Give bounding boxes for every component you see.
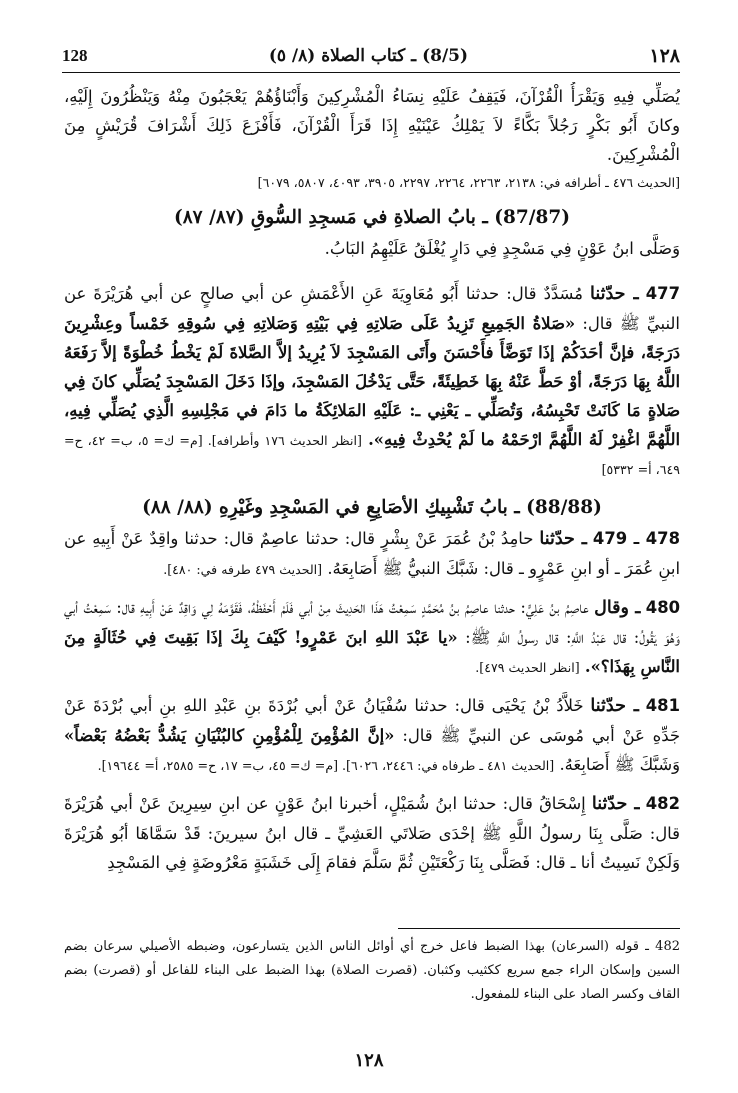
hadith-reference: [انظر الحديث ٤٧٩].: [475, 660, 580, 675]
intro-paragraph: [64, 82, 680, 169]
footnote: 482 ـ قوله (السرعان) بهذا الضبط فاعل خرج أي أوائل الناس الذين يتسارعون، وضبطه الأصيلي سرعان بضم السين وإسكان الراء جمع سريع ككثيب وكثبان. (قصرت الصلاة) بهذا الضبط على البناء للفاعل أو (قصرت) بضم القاف وكسر الصاد على البناء للمفعول.: [64, 939, 680, 1002]
hadith-number: 482: [645, 794, 680, 813]
hadith-reference: [انظر الحديث ١٧٦ وأطرافه]. [م= ك= ٥، ب= ٤٢، ح= ٦٤٩، أ= ٥٣٣٢]: [64, 433, 680, 477]
footnote-separator: [398, 928, 680, 929]
hadith-matn: «إنَّ المُؤْمِنَ لِلْمُؤْمِنِ كالبُنْيَانِ يَشُدُّ بَعْضُهُ بَعْضاً»: [64, 726, 395, 745]
hadith-number: 478 ـ 479: [592, 529, 680, 548]
hadith-number: 480: [645, 598, 680, 617]
hadith-matn: «يا عَبْدَ اللهِ ابنَ عَمْرٍو! كَيْفَ بِكَ إذَا بَقِيتَ فِي حُثَالَةٍ مِنَ النَّاسِ بِهَذَا؟».: [64, 628, 680, 676]
running-title: (8/5) ـ كتاب الصلاة (٨/ ٥): [268, 46, 469, 66]
hadith-478: [64, 524, 680, 583]
hadith-keyword: ـ حدّثنا: [591, 794, 640, 814]
hadith-480: [64, 593, 680, 681]
hadith-text: إِسْحَاقُ قال: حدثنا ابنُ شُمَيْلٍ، أخبرنا ابنُ عَوْنٍ عن ابنِ سِيرِينَ عَنْ أبي هُرَيْرَةَ قال: صَلَّى بِنَا رسولُ اللَّهِ ﷺ إحْدَى صَلاتَي العَشِيِّ ـ قال ابنُ سيرينَ: قَدْ سَمَّاهَا أبُو هُرَيْرَةَ وَلَكِنْ نَسِيتُ أنا ـ قال: فَصَلَّى بِنَا رَكْعَتَيْنِ ثُمَّ سَلَّمَ فقامَ إِلَى خَشَبَةٍ مَعْرُوضَةٍ فِي المَسْجِدِ: [64, 794, 680, 872]
hadith-after: وَشَبَّكَ ﷺ أَصَابِعَهُ.: [559, 755, 680, 774]
page-number-latin: 128: [62, 46, 88, 65]
hadith-reference: [الحديث ٤٨١ ـ طرفاه في: ٢٤٤٦، ٦٠٢٦]. [م= ك= ٤٥، ب= ١٧، ح= ٢٥٨٥، أ= ١٩٦٤٤].: [97, 758, 555, 773]
hadith-text: حامِدُ بْنُ عُمَرَ عَنْ بِشْرٍ قال: حدثنا عاصِمٌ قال: حدثنا واقِدٌ عَنْ أَبِيهِ عن ابنِ عُمَرَ ـ أو ابنِ عَمْرٍو ـ قال: شَبَّكَ النبيُّ ﷺ أَصَابِعَهُ.: [64, 529, 680, 578]
chapter-88-title: (88/88) ـ بابُ تَشْبِيكِ الأصَابِعِ في المَسْجِدِ وغَيْرِهِ (٨٨/ ٨٨): [142, 497, 602, 518]
page-footer-number: ١٢٨: [354, 1050, 384, 1071]
hadith-matn: «صَلاةُ الجَمِيعِ تَزِيدُ عَلَى صَلاتِهِ فِي بَيْتِهِ وَصَلاتِهِ فِي سُوقِهِ خَمْساً وعِشْرِينَ دَرَجَةً، فإنَّ أحَدَكُمْ إذَا تَوَضَّأَ فأَحْسَنَ وأَتَى المَسْجِدَ لاَ يُرِيدُ إلاَّ الصَّلاةَ لَمْ يَخْطُ خُطْوَةً إلاَّ رَفَعَهُ اللَّهُ بِهَا دَرَجَةً، أوْ حَطَّ عَنْهُ بِهَا خَطِيئَةً، حَتَّى يَدْخُلَ المَسْجِدَ، وإذَا دَخَلَ المَسْجِدَ يُصَلِّي كانَ فِي صَلاةٍ مَا كَانَتْ تَحْبِسُهُ، وَتُصَلِّي ـ يَعْنِي ـ: عَلَيْهِ المَلائِكَةُ ما دَامَ في مَجْلِسِهِ الَّذِي يُصَلِّي فِيهِ، اللَّهُمَّ اغْفِرْ لَهُ اللَّهُمَّ ارْحَمْهُ ما لَمْ يُحْدِثْ فِيهِ».: [64, 314, 680, 449]
hadith-number: 477: [645, 284, 680, 303]
intro-text: يُصَلِّي فِيهِ وَيَقْرَأُ الْقُرْآنَ، فَيَقِفُ عَلَيْهِ نِسَاءُ الْمُشْرِكِينَ وَأَبْنَاؤُهُمْ يَعْجَبُونَ مِنْهُ وَيَنْظُرُونَ إِلَيْهِ، وكانَ أَبُو بَكْرٍ رَجُلاً بَكَّاءً لاَ يَمْلِكُ عَيْنَيْهِ إِذَا قَرَأَ الْقُرْآنَ، فَأَفْزَعَ ذَلِكَ أَشْرَافَ قُرَيْشٍ مِنَ الْمُشْرِكِينَ.: [64, 87, 680, 164]
intro-reference: [الحديث ٤٧٦ ـ أطرافه في: ٢١٣٨، ٢٢٦٣، ٢٢٦٤، ٢٢٩٧، ٣٩٠٥، ٤٠٩٣، ٥٨٠٧، ٦٠٧٩]: [257, 175, 680, 190]
page-header: [62, 40, 680, 73]
hadith-481: [64, 691, 680, 779]
hadith-477: [64, 279, 680, 483]
hadith-chain: مُسَدَّدٌ قال: حدثنا أَبُو مُعَاوِيَةَ عَنِ الأَعْمَشِ عن أبي صالحٍ عن أبي هُرَيْرَةَ عن النبيِّ ﷺ قال:: [64, 284, 680, 333]
hadith-keyword: ـ وقال: [594, 598, 641, 618]
hadith-482: [64, 789, 680, 877]
hadith-text: عاصِمُ بنُ عَلِيٍّ: حدثنا عاصِمُ بنُ مُحَمَّدٍ سَمِعْتُ هَذَا الحَدِيثَ مِنْ أبي فَلَمْ أَحْفَظْهُ، فَقَوَّمَهُ لِي وَاقِدٌ عَنْ أَبِيهِ قال: سَمِعْتُ أبي وَهُوَ يَقُولُ: قال عَبْدُ اللَّهِ: قال رسولُ اللَّهِ ﷺ:: [64, 598, 680, 647]
page-number-arabic: ١٢٨: [649, 45, 680, 67]
hadith-keyword: ـ حدّثنا: [590, 696, 639, 716]
chapter-87-title: (87/87) ـ بابُ الصلاةِ في مَسجِدِ السُّوقِ (٨٧/ ٨٧): [173, 207, 571, 228]
main-text: [64, 82, 680, 981]
hadith-reference: [الحديث ٤٧٩ طرفه في: ٤٨٠].: [163, 562, 323, 577]
chapter-87-text: وَصَلَّى ابنُ عَوْنٍ فِي مَسْجِدٍ فِي دَارٍ يُغْلَقُ عَلَيْهِمُ البَابُ.: [324, 239, 680, 258]
hadith-keyword: ـ حدّثنا: [590, 284, 639, 304]
hadith-number: 481: [645, 696, 680, 715]
hadith-text: خَلاَّدُ بْنُ يَحْيَى قال: حدثنا سُفْيَانُ عَنْ أبي بُرْدَةَ بنِ عَبْدِ اللهِ بنِ أبي بُرْدَةَ عَنْ جَدِّهِ عَنْ أبي مُوسَى عن النبيِّ ﷺ قال:: [64, 696, 680, 745]
hadith-keyword: ـ حدّثنا: [539, 529, 587, 549]
